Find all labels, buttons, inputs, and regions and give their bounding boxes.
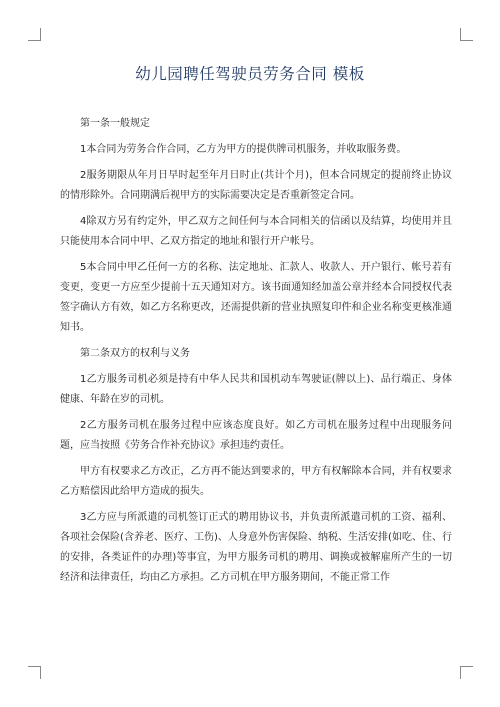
crop-mark-top-right: [460, 28, 473, 41]
paragraph: 2乙方服务司机在服务过程中应该态度良好。如乙方司机在服务过程中出现服务问题，应当按照《劳务合作补充协议》承担违约责任。: [60, 420, 452, 451]
paragraph: 4除双方另有约定外，甲乙双方之间任何与本合同相关的信函以及结算，均使用并且只能使用本合同中甲、乙双方指定的地址和银行开户帐号。: [60, 216, 452, 247]
crop-mark-bottom-left: [28, 666, 41, 679]
paragraph: 1乙方服务司机必须是持有中华人民共和国机动车驾驶证(牌以上)、品行端正、身体健康、年龄在岁的司机。: [60, 374, 452, 405]
document-title: 幼儿园聘任驾驶员劳务合同 模板: [135, 65, 365, 83]
section-heading-general: 第一条一般规定: [80, 118, 150, 129]
paragraph: 5本合同中甲乙任何一方的名称、法定地址、汇款人、收款人、开户银行、帐号若有变更，变更一方应至少提前十五天通知对方。该书面通知经加盖公章并经本合同授权代表签字确认方有效，如乙方名称更改，还需提供新的营业执照复印件和企业名称变更核准通知书。: [60, 262, 452, 333]
crop-mark-top-left: [28, 28, 41, 41]
paragraph: 2服务期限从年月日早时起至年月日时止(共计个月)，但本合同规定的提前终止协议的情形除外。合同期满后视甲方的实际需要决定是否重新签定合同。: [60, 170, 452, 201]
paragraph: 1本合同为劳务合作合同，乙方为甲方的提供牌司机服务，并收取服务费。: [80, 144, 407, 155]
paragraph: 甲方有权要求乙方改正，乙方再不能达到要求的，甲方有权解除本合同，并有权要求乙方赔偿因此给甲方造成的损失。: [60, 466, 452, 497]
section-heading-rights: 第二条双方的权利与义务: [80, 348, 190, 359]
paragraph: 3乙方应与所派遣的司机签订正式的聘用协议书，并负责所派遣司机的工资、福利、各项社会保险(含养老、医疗、工伤)、人身意外伤害保险、纳税、生活安排(如吃、住、行的安排，各类证件的办理)等事宜，为甲方服务司机的聘用、调换或被解雇所产生的一切经济和法律责任，均由乙方承担。乙方司机在甲方服务期间，不能正常工作: [60, 512, 452, 583]
crop-mark-bottom-right: [460, 666, 473, 679]
document-body: [60, 114, 452, 588]
